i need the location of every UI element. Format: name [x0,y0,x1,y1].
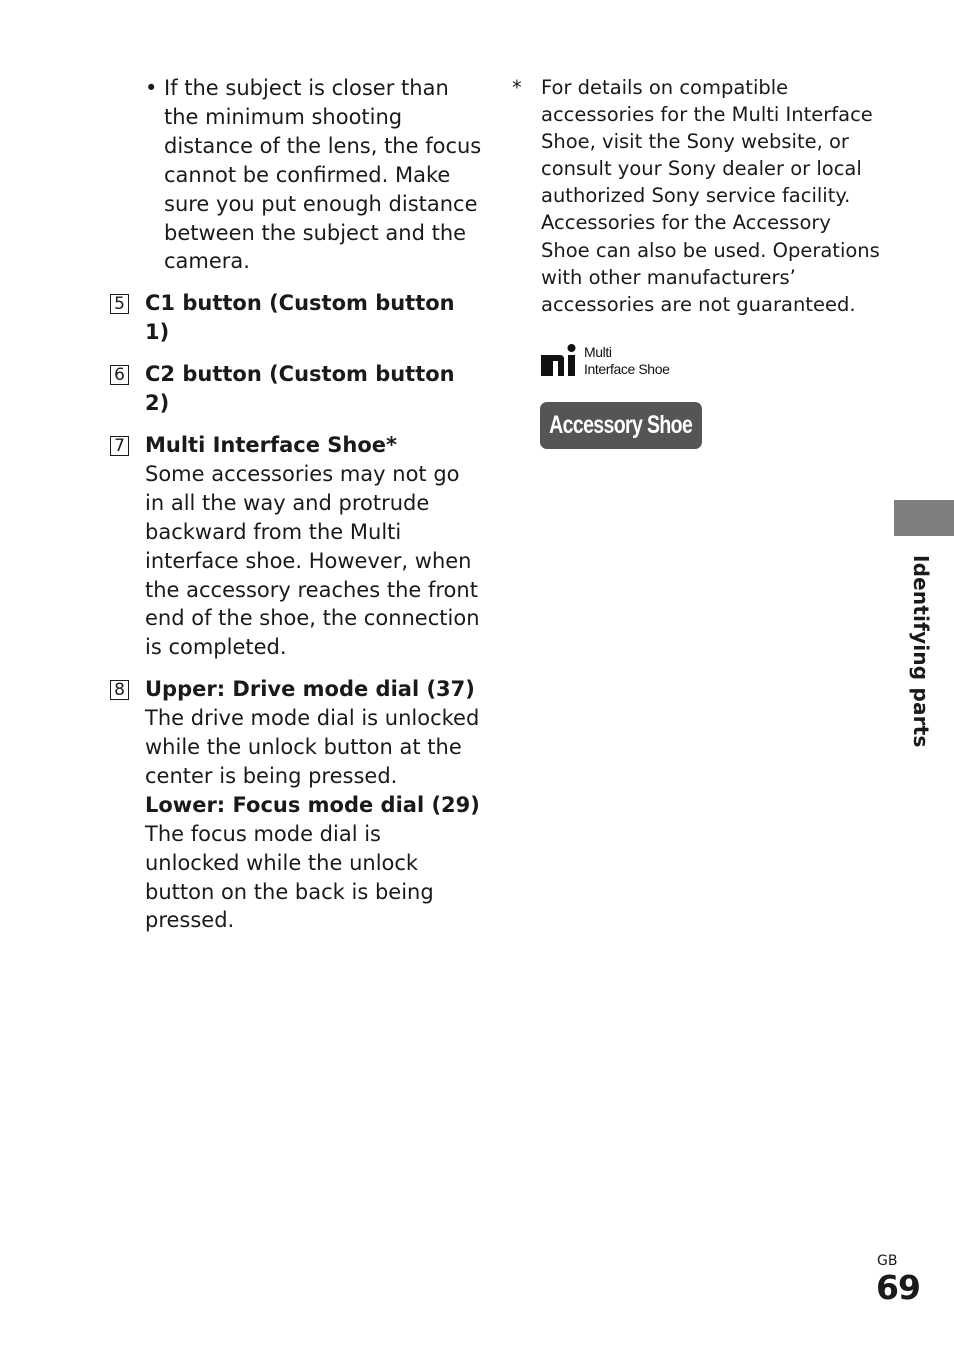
footnote [512,74,882,318]
footnote-text: For details on compatible accessories for the Multi Interface Shoe, visit the Sony website, or consult your Sony dealer or local authorized Sony service facility. Accessories for the Accessory Shoe can also be used. Operations with other manufacturers’ accessories are not guaranteed. [541,76,880,316]
item-title: C2 button (Custom button 2) [145,362,455,416]
right-column [512,74,882,318]
mi-logo-line1: Multi [584,344,612,360]
bullet-text: If the subject is closer than the minimum shooting distance of the lens, the focus cannot be confirmed. Make sure you put enough distance between the subject and the camera. [164,76,482,274]
item-title: C1 button (Custom button 1) [145,291,455,345]
item-c2-button [110,360,482,418]
item-title-drive-dial: Upper: Drive mode dial (37) [145,677,475,702]
focus-note-bullet [110,74,482,276]
left-column [110,74,482,948]
footnote-marker: * [512,76,522,99]
accessory-shoe-badge [540,402,702,449]
item-title: Multi Interface Shoe* [145,432,398,457]
item-number: 5 [110,294,129,314]
item-description-drive-dial: The drive mode dial is unlocked while the unlock button at the center is being pressed. [145,706,480,788]
item-number: 7 [110,436,129,456]
item-description: Some accessories may not go in all the way and protrude backward from the Multi interface shoe. However, when the accessory reaches the front end of the shoe, the connection is completed. [145,461,480,660]
mi-logo-line2: Interface Shoe [584,361,670,377]
mi-glyph-icon [540,343,580,377]
item-description-focus-dial: The focus mode dial is unlocked while the unlock button on the back is being pressed. [145,821,434,933]
accessory-shoe-label: Accessory Shoe [549,411,693,439]
item-title-focus-dial: Lower: Focus mode dial (29) [145,792,480,817]
multi-interface-shoe-logo [540,343,690,379]
item-c1-button [110,289,482,347]
item-multi-interface-shoe [110,431,482,662]
bullet-marker: • [145,76,158,100]
item-mode-dials [110,675,482,935]
item-number: 6 [110,365,129,385]
region-label: GB [877,1253,898,1269]
page-number: 69 [876,1268,920,1307]
item-number: 8 [110,680,129,700]
section-label: Identifying parts [909,555,933,748]
section-tab [894,500,954,536]
